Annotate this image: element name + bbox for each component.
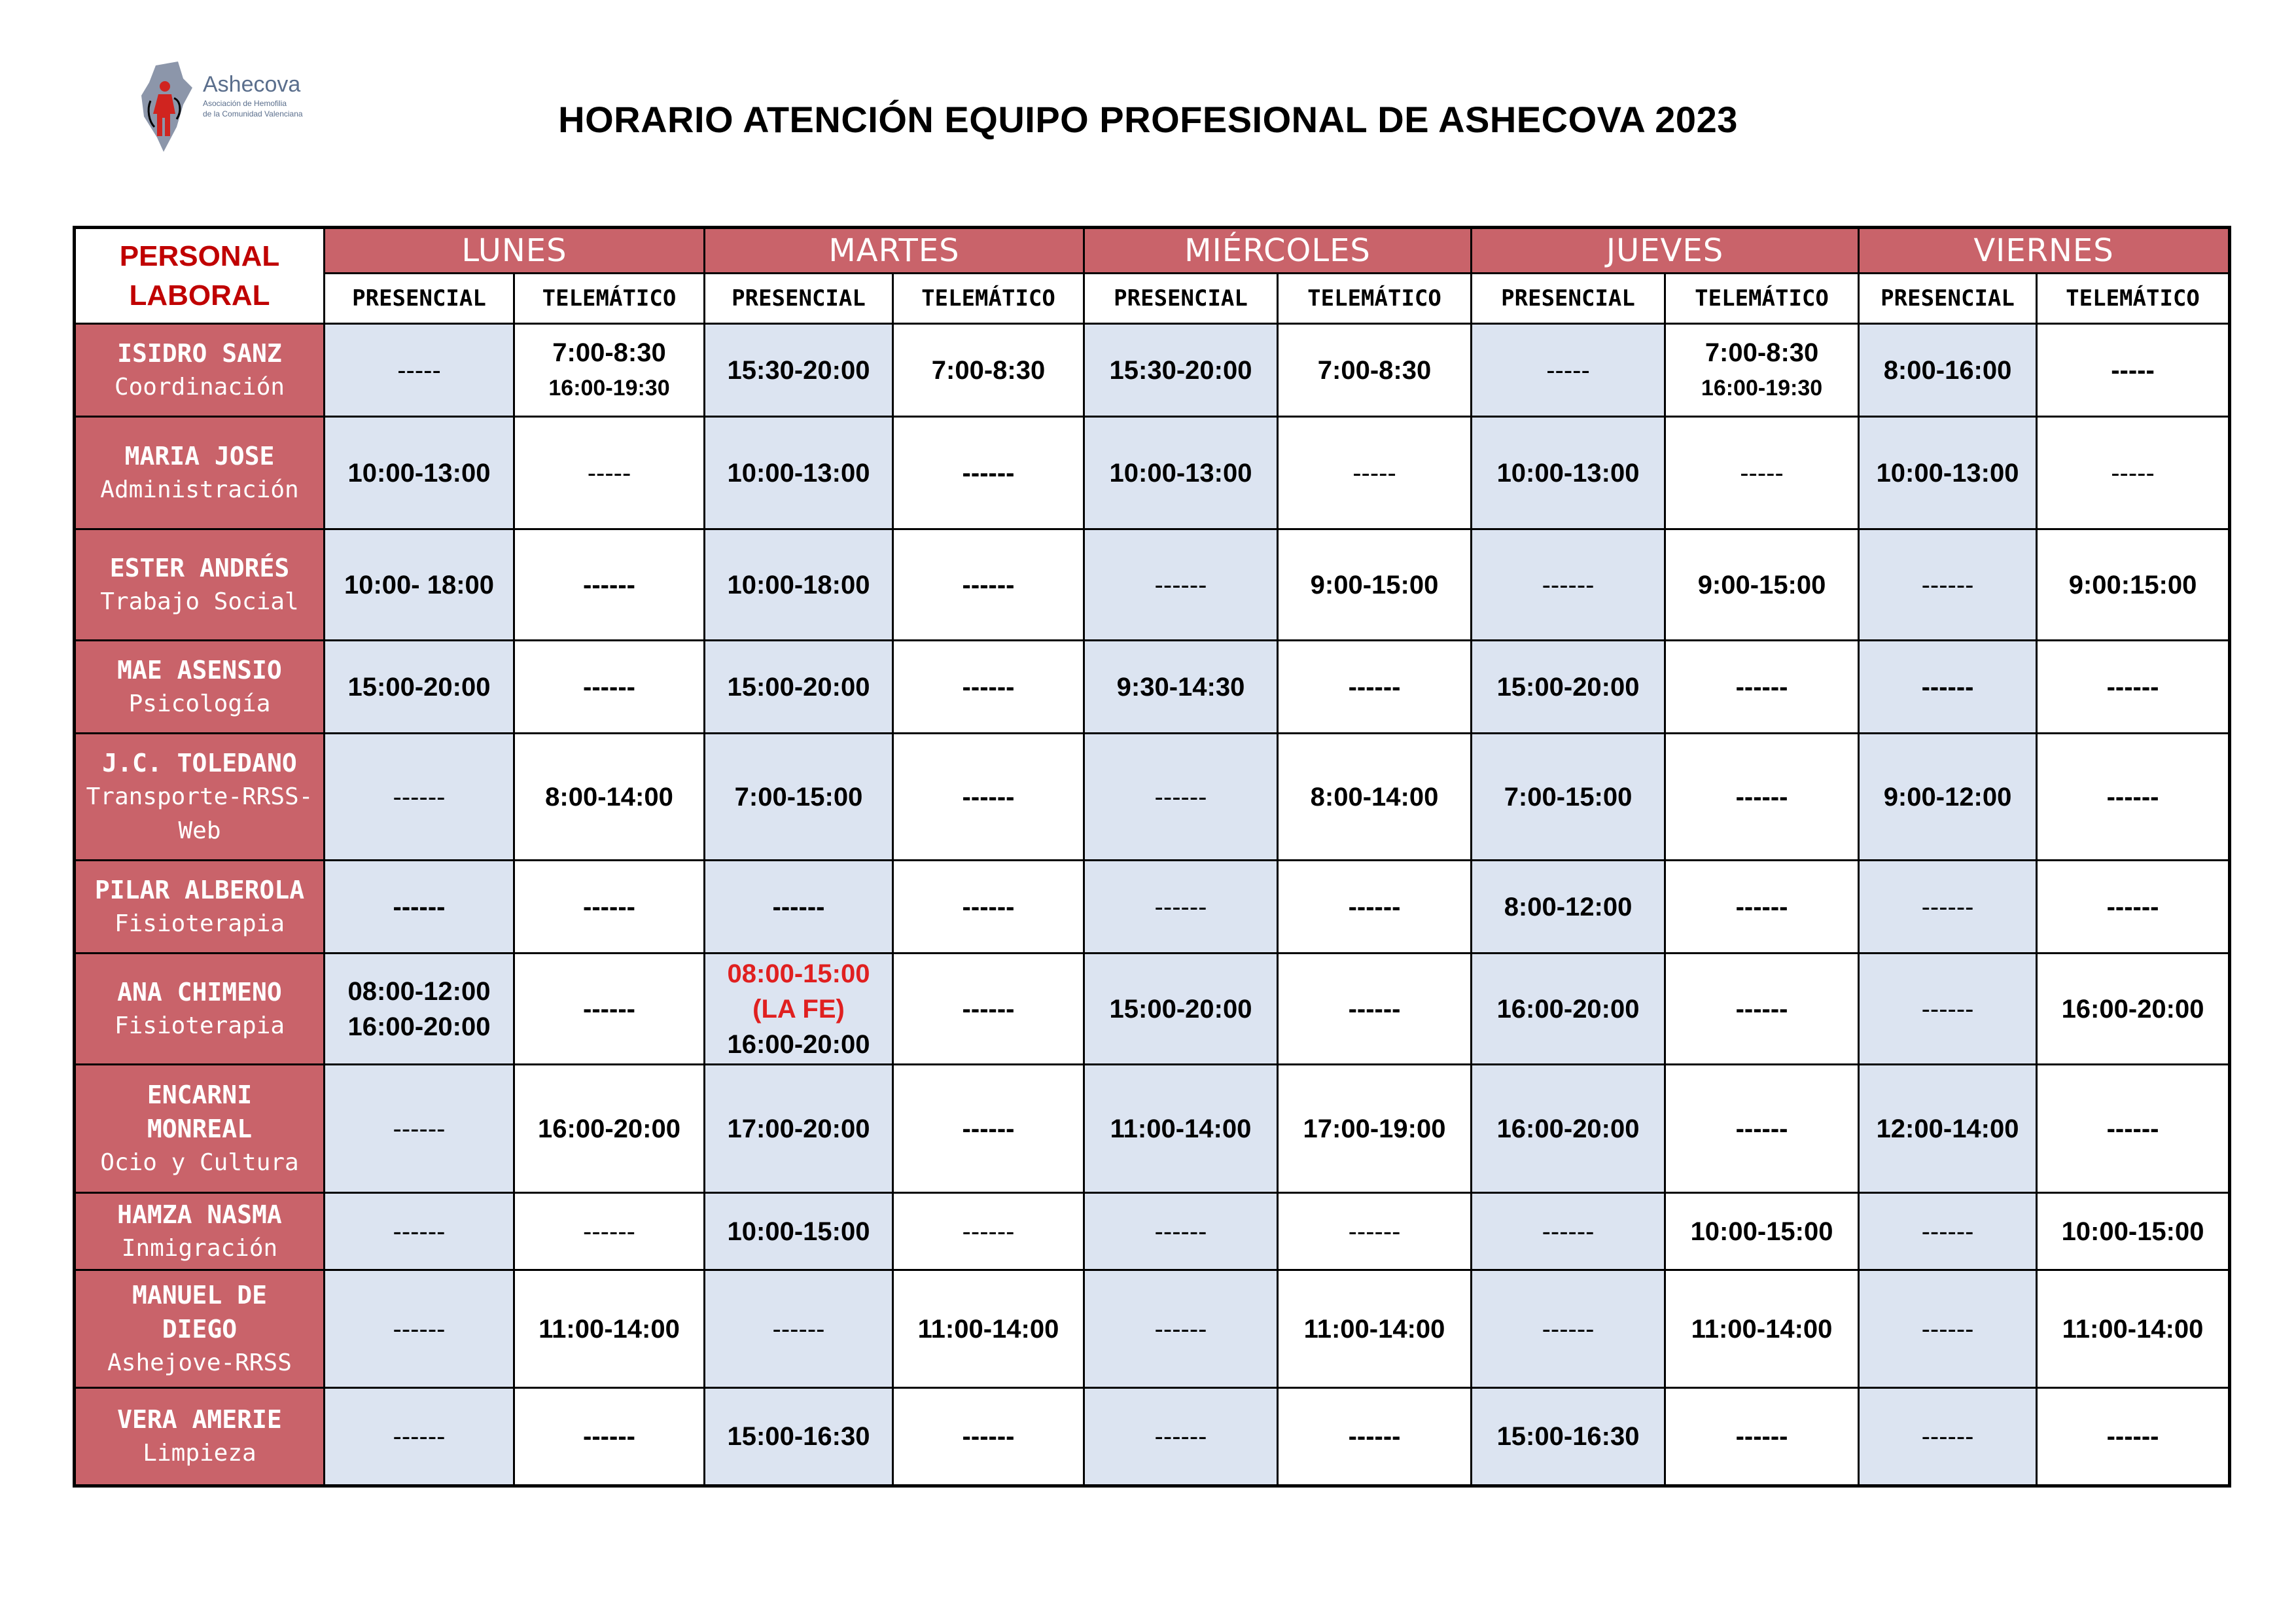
time-range: ------ — [772, 892, 825, 921]
corner-line1: PERSONAL — [119, 240, 280, 272]
schedule-cell — [893, 1193, 1084, 1270]
schedule-cell — [514, 1193, 705, 1270]
time-range: ------ — [1735, 1114, 1788, 1143]
staff-name: MANUEL DE — [132, 1280, 267, 1310]
time-range: 7:00-8:30 — [552, 338, 666, 367]
schedule-cell — [893, 324, 1084, 417]
presencial-header: PRESENCIAL — [1084, 274, 1278, 324]
time-range: ------ — [1542, 1314, 1595, 1344]
staff-member-cell — [75, 417, 325, 529]
corner-line2: LABORAL — [129, 279, 270, 312]
schedule-cell — [1084, 1270, 1278, 1388]
time-range: ----- — [1546, 355, 1590, 385]
schedule-cell — [1278, 417, 1472, 529]
staff-name: ENCARNI — [147, 1080, 253, 1109]
time-range: ------ — [583, 672, 635, 702]
day-header: LUNES — [325, 228, 705, 274]
time-range: ------ — [1542, 1217, 1595, 1246]
schedule-cell — [1859, 861, 2037, 954]
time-range: 16:00-20:00 — [1496, 994, 1640, 1024]
schedule-cell — [514, 529, 705, 641]
telematico-header: TELEMÁTICO — [1278, 274, 1472, 324]
schedule-cell — [705, 324, 893, 417]
schedule-cell — [1278, 734, 1472, 861]
staff-role: Transporte-RRSS- — [86, 783, 313, 810]
time-range: 10:00-13:00 — [1876, 458, 2019, 488]
schedule-cell — [1859, 324, 2037, 417]
schedule-cell — [1665, 641, 1859, 734]
time-range: 11:00-14:00 — [1110, 1114, 1252, 1143]
schedule-body — [75, 324, 2230, 1486]
schedule-cell — [705, 954, 893, 1065]
schedule-cell — [1859, 417, 2037, 529]
schedule-cell — [325, 954, 514, 1065]
telematico-header: TELEMÁTICO — [2037, 274, 2230, 324]
time-range: ------ — [962, 994, 1015, 1024]
time-range: 8:00-14:00 — [1310, 782, 1439, 812]
staff-role: Ashejove-RRSS — [107, 1349, 292, 1376]
time-range: ------ — [393, 1422, 446, 1451]
time-range: ------ — [583, 1422, 635, 1451]
time-range: ------ — [1921, 1217, 1974, 1246]
time-range: 15:30-20:00 — [727, 355, 870, 385]
schedule-cell — [1472, 641, 1665, 734]
schedule-cell — [1278, 324, 1472, 417]
time-range: ----- — [1352, 458, 1396, 488]
schedule-cell — [1278, 1270, 1472, 1388]
time-range: 15:30-20:00 — [1109, 355, 1252, 385]
schedule-cell — [325, 734, 514, 861]
staff-name: MARIA JOSE — [124, 441, 275, 471]
personal-laboral-header — [75, 228, 325, 324]
schedule-cell — [2037, 1270, 2230, 1388]
schedule-cell — [705, 641, 893, 734]
staff-role: Limpieza — [143, 1440, 256, 1467]
time-range: ------ — [1735, 782, 1788, 812]
staff-row — [75, 417, 2230, 529]
staff-row — [75, 1270, 2230, 1388]
schedule-cell — [2037, 1388, 2230, 1486]
time-range: 12:00-14:00 — [1876, 1114, 2019, 1143]
schedule-cell — [325, 529, 514, 641]
schedule-cell — [514, 1270, 705, 1388]
time-range: ------ — [962, 892, 1015, 921]
schedule-cell — [1278, 1193, 1472, 1270]
schedule-cell — [893, 641, 1084, 734]
time-range: 16:00-20:00 — [727, 1029, 870, 1059]
schedule-cell — [1084, 861, 1278, 954]
time-range: ------ — [962, 458, 1015, 488]
time-range: ------ — [393, 1114, 446, 1143]
schedule-cell — [1665, 734, 1859, 861]
schedule-cell — [1665, 529, 1859, 641]
staff-row — [75, 324, 2230, 417]
time-range: ------ — [962, 672, 1015, 702]
time-range: 9:00-15:00 — [1310, 570, 1439, 599]
time-range: 11:00-14:00 — [1691, 1314, 1833, 1344]
time-range: 7:00-15:00 — [734, 782, 863, 812]
time-range: 10:00-13:00 — [1496, 458, 1640, 488]
schedule-cell — [893, 734, 1084, 861]
time-range: 11:00-14:00 — [539, 1314, 680, 1344]
schedule-cell — [1859, 734, 2037, 861]
schedule-cell — [1278, 1388, 1472, 1486]
time-range: 16:00-20:00 — [1496, 1114, 1640, 1143]
time-range: ------ — [1154, 1314, 1207, 1344]
schedule-cell — [1084, 1193, 1278, 1270]
time-range: ----- — [397, 355, 441, 385]
schedule-cell — [1084, 417, 1278, 529]
staff-row — [75, 641, 2230, 734]
schedule-cell — [1859, 1270, 2037, 1388]
time-range: ------ — [1921, 672, 1974, 702]
time-range: 10:00-13:00 — [347, 458, 491, 488]
staff-member-cell — [75, 954, 325, 1065]
schedule-cell — [705, 1065, 893, 1193]
time-range: 15:00-20:00 — [347, 672, 491, 702]
time-range: 16:00-19:30 — [1701, 375, 1823, 401]
staff-row — [75, 1388, 2230, 1486]
staff-role: Fisioterapia — [114, 910, 285, 937]
time-range: ------ — [2106, 672, 2159, 702]
time-range: ----- — [1740, 458, 1784, 488]
time-range: ------ — [1735, 1422, 1788, 1451]
time-range: ------ — [583, 1217, 635, 1246]
schedule-cell — [325, 324, 514, 417]
schedule-cell — [893, 529, 1084, 641]
day-header: JUEVES — [1472, 228, 1859, 274]
time-range: ------ — [393, 1217, 446, 1246]
time-range: ------ — [1348, 1217, 1401, 1246]
time-range: 08:00-12:00 — [347, 976, 491, 1006]
schedule-cell — [1665, 1388, 1859, 1486]
time-range: 8:00-16:00 — [1883, 355, 2012, 385]
presencial-header: PRESENCIAL — [705, 274, 893, 324]
time-range: 16:00-19:30 — [548, 375, 670, 401]
schedule-cell — [1472, 1193, 1665, 1270]
schedule-cell — [893, 1065, 1084, 1193]
time-range: ------ — [962, 782, 1015, 812]
staff-row — [75, 954, 2230, 1065]
schedule-cell — [1472, 529, 1665, 641]
schedule-cell — [705, 1270, 893, 1388]
schedule-cell — [893, 861, 1084, 954]
staff-row — [75, 1065, 2230, 1193]
time-range: ------ — [583, 892, 635, 921]
staff-role: Psicología — [128, 690, 271, 717]
time-range: 10:00-15:00 — [727, 1217, 870, 1246]
time-range: ------ — [393, 1314, 446, 1344]
staff-name: VERA AMERIE — [117, 1405, 282, 1434]
schedule-cell — [1472, 1065, 1665, 1193]
staff-member-cell — [75, 529, 325, 641]
time-range: ------ — [393, 892, 446, 921]
time-range: ------ — [962, 1114, 1015, 1143]
schedule-cell — [1859, 641, 2037, 734]
presencial-header: PRESENCIAL — [1859, 274, 2037, 324]
schedule-cell — [1084, 641, 1278, 734]
staff-role: Trabajo Social — [100, 588, 299, 615]
schedule-cell — [325, 1388, 514, 1486]
staff-name: HAMZA NASMA — [117, 1200, 282, 1229]
time-range: ------ — [1921, 994, 1974, 1024]
time-range: ------ — [1348, 892, 1401, 921]
schedule-cell — [325, 641, 514, 734]
time-range: ------ — [2106, 1114, 2159, 1143]
schedule-cell — [514, 417, 705, 529]
schedule-cell — [893, 1270, 1084, 1388]
time-range: ------ — [1735, 892, 1788, 921]
staff-member-cell — [75, 734, 325, 861]
schedule-cell — [1859, 1065, 2037, 1193]
staff-member-cell — [75, 324, 325, 417]
staff-member-cell — [75, 1270, 325, 1388]
staff-role: Administración — [100, 476, 299, 503]
time-range: 11:00-14:00 — [2062, 1314, 2204, 1344]
time-range: 11:00-14:00 — [1303, 1314, 1445, 1344]
time-range: 17:00-19:00 — [1303, 1114, 1446, 1143]
time-range: ------ — [1154, 892, 1207, 921]
schedule-cell — [1278, 861, 1472, 954]
schedule-cell — [705, 417, 893, 529]
schedule-cell — [514, 1065, 705, 1193]
day-header: VIERNES — [1859, 228, 2230, 274]
staff-name: DIEGO — [162, 1314, 238, 1344]
schedule-cell — [1472, 417, 1665, 529]
schedule-cell — [1084, 1065, 1278, 1193]
staff-member-cell — [75, 861, 325, 954]
telematico-header: TELEMÁTICO — [514, 274, 705, 324]
schedule-cell — [2037, 641, 2230, 734]
schedule-cell — [893, 417, 1084, 529]
schedule-cell — [2037, 417, 2230, 529]
time-range: 10:00-15:00 — [1690, 1217, 1833, 1246]
time-range: 9:30-14:30 — [1116, 672, 1245, 702]
schedule-cell — [1084, 529, 1278, 641]
telematico-header: TELEMÁTICO — [893, 274, 1084, 324]
time-range: ------ — [2106, 892, 2159, 921]
day-header-row — [75, 228, 2230, 274]
schedule-cell — [1084, 734, 1278, 861]
staff-name: ESTER ANDRÉS — [109, 553, 290, 582]
schedule-cell — [1859, 1388, 2037, 1486]
schedule-cell — [514, 861, 705, 954]
schedule-cell — [1278, 529, 1472, 641]
schedule-cell — [1665, 1270, 1859, 1388]
time-range: ------ — [1154, 782, 1207, 812]
time-range: 10:00-15:00 — [2061, 1217, 2204, 1246]
time-range: ------ — [1154, 570, 1207, 599]
time-range: 16:00-20:00 — [2061, 994, 2204, 1024]
schedule-cell — [1278, 1065, 1472, 1193]
schedule-cell — [1665, 1065, 1859, 1193]
staff-role: Web — [178, 817, 221, 844]
schedule-cell — [1665, 417, 1859, 529]
time-range: ------ — [583, 570, 635, 599]
time-range: 9:00-15:00 — [1697, 570, 1826, 599]
schedule-cell — [1665, 1193, 1859, 1270]
time-range: ------ — [2106, 782, 2159, 812]
presencial-header: PRESENCIAL — [325, 274, 514, 324]
time-range: 10:00-13:00 — [727, 458, 870, 488]
staff-name: PILAR ALBEROLA — [94, 875, 305, 904]
time-range: ------ — [962, 570, 1015, 599]
schedule-cell — [1859, 954, 2037, 1065]
highlight-time: 08:00-15:00 — [727, 959, 870, 988]
schedule-cell — [514, 324, 705, 417]
time-range: 9:00:15:00 — [2068, 570, 2197, 599]
schedule-cell — [1084, 954, 1278, 1065]
time-range: 8:00-12:00 — [1504, 892, 1633, 921]
time-range: 15:00-20:00 — [727, 672, 870, 702]
schedule-cell — [514, 734, 705, 861]
staff-row — [75, 861, 2230, 954]
schedule-cell — [1084, 324, 1278, 417]
highlight-time: (LA FE) — [752, 994, 845, 1024]
schedule-cell — [1665, 861, 1859, 954]
schedule-cell — [705, 861, 893, 954]
time-range: ------ — [962, 1422, 1015, 1451]
time-range: 7:00-8:30 — [931, 355, 1046, 385]
schedule-cell — [514, 641, 705, 734]
mode-header-row — [75, 274, 2230, 324]
schedule-cell — [893, 1388, 1084, 1486]
staff-role: Ocio y Cultura — [100, 1149, 299, 1176]
schedule-cell — [325, 861, 514, 954]
schedule-cell — [1278, 954, 1472, 1065]
time-range: ------ — [1154, 1217, 1207, 1246]
staff-name: J.C. TOLEDANO — [102, 748, 297, 777]
schedule-cell — [1859, 529, 2037, 641]
staff-row — [75, 529, 2230, 641]
schedule-cell — [325, 1270, 514, 1388]
schedule-cell — [2037, 954, 2230, 1065]
schedule-cell — [1472, 954, 1665, 1065]
time-range: 7:00-8:30 — [1317, 355, 1432, 385]
schedule-cell — [325, 417, 514, 529]
schedule-cell — [1665, 324, 1859, 417]
time-range: ------ — [583, 994, 635, 1024]
schedule-cell — [705, 1193, 893, 1270]
presencial-header: PRESENCIAL — [1472, 274, 1665, 324]
time-range: ------ — [1154, 1422, 1207, 1451]
schedule-cell — [1472, 734, 1665, 861]
schedule-cell — [705, 529, 893, 641]
schedule-cell — [2037, 1065, 2230, 1193]
time-range: 8:00-14:00 — [545, 782, 673, 812]
schedule-cell — [325, 1193, 514, 1270]
time-range: ------ — [1348, 672, 1401, 702]
staff-role: Inmigración — [121, 1234, 278, 1262]
time-range: 9:00-12:00 — [1883, 782, 2012, 812]
schedule-cell — [1472, 324, 1665, 417]
time-range: 7:00-15:00 — [1504, 782, 1633, 812]
time-range: ----- — [587, 458, 631, 488]
staff-member-cell — [75, 641, 325, 734]
time-range: 15:00-20:00 — [1496, 672, 1640, 702]
time-range: ------ — [1921, 1314, 1974, 1344]
day-header: MIÉRCOLES — [1084, 228, 1472, 274]
time-range: ------ — [772, 1314, 825, 1344]
schedule-cell — [893, 954, 1084, 1065]
time-range: ----- — [2111, 355, 2155, 385]
time-range: 17:00-20:00 — [727, 1114, 870, 1143]
schedule-cell — [1472, 861, 1665, 954]
time-range: 15:00-20:00 — [1109, 994, 1252, 1024]
staff-member-cell — [75, 1388, 325, 1486]
time-range: 15:00-16:30 — [1496, 1422, 1640, 1451]
time-range: ------ — [1921, 892, 1974, 921]
schedule-table — [73, 226, 2231, 1488]
staff-name: MONREAL — [147, 1114, 253, 1143]
telematico-header: TELEMÁTICO — [1665, 274, 1859, 324]
time-range: ------ — [393, 782, 446, 812]
schedule-cell — [705, 1388, 893, 1486]
staff-name: ANA CHIMENO — [117, 977, 282, 1007]
time-range: 16:00-20:00 — [538, 1114, 680, 1143]
schedule-cell — [2037, 734, 2230, 861]
time-range: 10:00-18:00 — [727, 570, 870, 599]
time-range: 16:00-20:00 — [347, 1012, 491, 1041]
staff-row — [75, 734, 2230, 861]
staff-member-cell — [75, 1193, 325, 1270]
schedule-cell — [325, 1065, 514, 1193]
schedule-cell — [1278, 641, 1472, 734]
time-range: ------ — [1348, 1422, 1401, 1451]
time-range: ------ — [1542, 570, 1595, 599]
schedule-cell — [2037, 529, 2230, 641]
time-range: ------ — [2106, 1422, 2159, 1451]
logo-subtitle-line2: de la Comunidad Valenciana — [203, 109, 303, 118]
time-range: ------ — [1921, 1422, 1974, 1451]
schedule-cell — [2037, 861, 2230, 954]
staff-name: MAE ASENSIO — [117, 655, 282, 685]
schedule-cell — [514, 954, 705, 1065]
schedule-cell — [1472, 1388, 1665, 1486]
schedule-cell — [1084, 1388, 1278, 1486]
schedule-cell — [705, 734, 893, 861]
time-range: ------ — [1921, 570, 1974, 599]
time-range: 10:00-13:00 — [1109, 458, 1252, 488]
page-title: HORARIO ATENCIÓN EQUIPO PROFESIONAL DE ASHECOVA 2023 — [558, 99, 1738, 140]
day-header: MARTES — [705, 228, 1084, 274]
time-range: ------ — [1735, 672, 1788, 702]
time-range: 10:00- 18:00 — [344, 570, 495, 599]
time-range: 15:00-16:30 — [727, 1422, 870, 1451]
logo-subtitle-line1: Asociación de Hemofilia — [203, 99, 287, 108]
logo-name: Ashecova — [203, 72, 301, 97]
staff-member-cell — [75, 1065, 325, 1193]
schedule-cell — [1472, 1270, 1665, 1388]
schedule-cell — [1859, 1193, 2037, 1270]
schedule-cell — [1665, 954, 1859, 1065]
staff-role: Fisioterapia — [114, 1012, 285, 1039]
schedule-cell — [2037, 1193, 2230, 1270]
schedule-cell — [514, 1388, 705, 1486]
time-range: ----- — [2111, 458, 2155, 488]
staff-role: Coordinación — [114, 373, 285, 401]
staff-row — [75, 1193, 2230, 1270]
time-range: 7:00-8:30 — [1704, 338, 1819, 367]
time-range: 11:00-14:00 — [917, 1314, 1059, 1344]
time-range: ------ — [1735, 994, 1788, 1024]
time-range: ------ — [962, 1217, 1015, 1246]
time-range: ------ — [1348, 994, 1401, 1024]
schedule-cell — [2037, 324, 2230, 417]
staff-name: ISIDRO SANZ — [117, 338, 282, 368]
